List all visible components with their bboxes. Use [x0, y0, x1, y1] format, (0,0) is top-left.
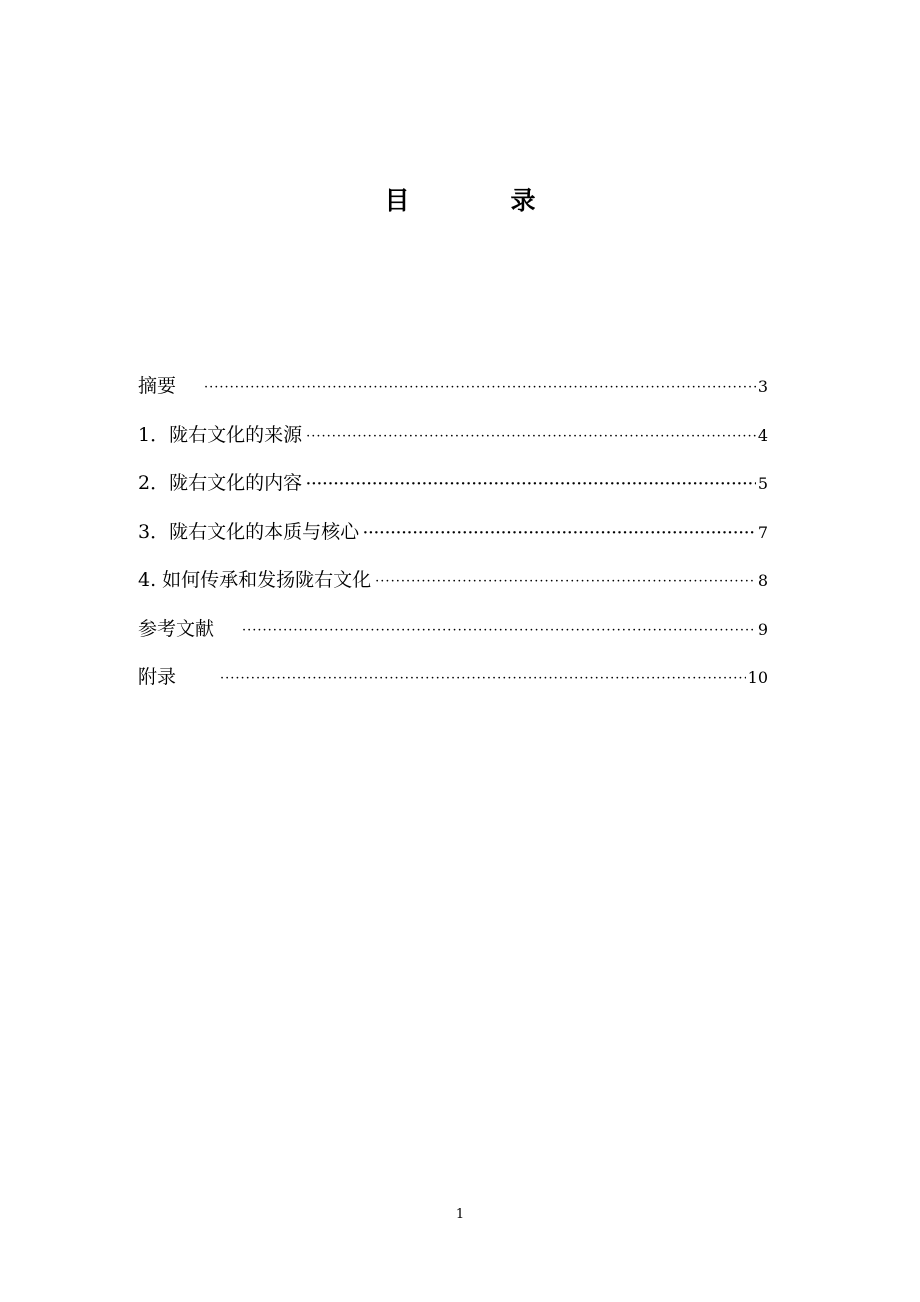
toc-entry-page: 7: [757, 522, 768, 542]
toc-entry-label: 1．陇右文化的来源: [138, 423, 303, 446]
toc-entry-inheritance[interactable]: [138, 565, 768, 614]
toc-entry-origin[interactable]: [138, 420, 768, 469]
toc-entry-page: 8: [757, 571, 768, 590]
toc-entry-label: 参考文献: [138, 617, 215, 640]
toc-dot-leader: [375, 567, 756, 597]
toc-entry-essence[interactable]: [138, 517, 768, 566]
toc-dot-leader: [204, 373, 756, 403]
toc-dot-leader: [306, 470, 756, 500]
toc-dot-leader: [242, 616, 756, 646]
toc-entry-label: 附录: [138, 666, 177, 688]
toc-entry-content[interactable]: [138, 468, 768, 517]
toc-entry-appendix[interactable]: [138, 662, 768, 711]
toc-dot-leader: [220, 664, 746, 694]
toc-entry-page: 4: [757, 425, 768, 445]
toc-entry-page: 3: [757, 377, 768, 396]
page-number: 1: [455, 1207, 465, 1222]
toc-entry-label: 3．陇右文化的本质与核心: [138, 520, 360, 543]
toc-list: [138, 371, 768, 711]
toc-entry-label: 2．陇右文化的内容: [138, 472, 303, 494]
toc-entry-label: 4. 如何传承和发扬陇右文化: [138, 569, 372, 591]
toc-dot-leader: [306, 422, 756, 452]
toc-entry-label: 摘要: [138, 375, 177, 397]
toc-entry-page: 9: [757, 619, 768, 639]
toc-title: 目 录: [384, 186, 574, 215]
toc-entry-page: 10: [747, 668, 768, 687]
toc-dot-leader: [363, 519, 756, 549]
toc-entry-page: 5: [757, 474, 768, 493]
toc-entry-references[interactable]: [138, 614, 768, 663]
toc-entry-abstract[interactable]: [138, 371, 768, 420]
